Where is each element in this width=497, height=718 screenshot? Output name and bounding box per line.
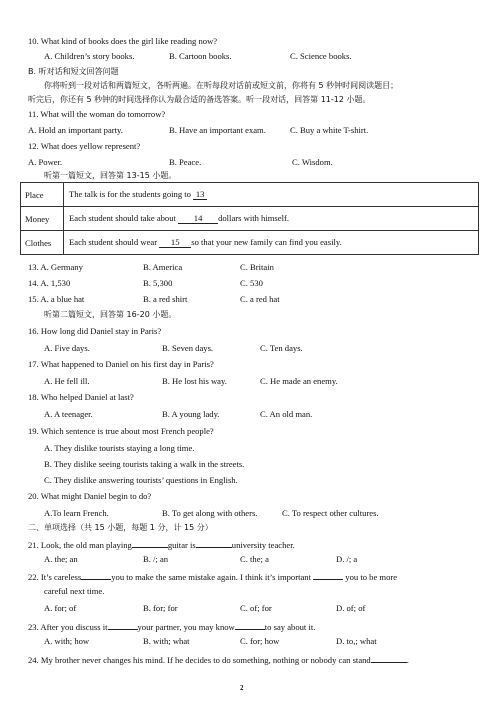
q14-option-c: C. 530: [240, 278, 263, 288]
row-text-after: so that your new family can find you easily.: [191, 237, 342, 247]
q22-option-a: A. for; of: [44, 603, 77, 613]
answer-blank-13: 13: [193, 189, 207, 200]
q21-blank-2: [196, 538, 232, 548]
q22-option-c: C. of; for: [240, 603, 272, 613]
q14-option-a: 14. A. 1,530: [28, 278, 71, 288]
q21-option-b: B. /; an: [143, 554, 169, 564]
q21-stem: [28, 538, 295, 551]
q23-blank-1: [108, 620, 138, 630]
answer-blank-14: 14: [178, 213, 218, 224]
q21-option-a: A. the; an: [44, 554, 78, 564]
section-b-title: B. 听对话和短文回答问题: [28, 67, 119, 76]
q13-option-c: C. Britain: [240, 262, 274, 272]
q21-text-1: 21. Look, the old man playing: [28, 540, 132, 550]
table-row: [21, 183, 479, 207]
q15-option-b: B. a red shirt: [143, 294, 188, 304]
info-table: [20, 182, 479, 255]
q17-stem: 17. What happened to Daniel on his first day in Paris?: [28, 359, 214, 369]
q22-blank-1: [81, 570, 111, 580]
q18-option-c: C. An old man.: [260, 409, 313, 419]
q24-text-1: 24. My brother never changes his mind. If he decides to do something, nothing or nobody can stand: [28, 655, 371, 665]
q21-option-c: C. the; a: [240, 554, 269, 564]
q18-option-a: A. A teenager.: [44, 409, 93, 419]
q23-stem: [28, 620, 315, 633]
q22-text-3: you to be more: [345, 572, 398, 582]
q23-option-d: D. to,; what: [336, 636, 377, 646]
row-head-money: Money: [21, 207, 64, 231]
section-b-instruction-1: 你将听到一段对话和两篇短文，各听两遍。在听每段对话前或短文前，你将有 5 秒钟时间阅读题目；: [44, 81, 399, 90]
q23-text-3: to say about it.: [264, 622, 316, 632]
section-2-title: 二、单项选择（共 15 小题，每题 1 分，计 15 分）: [28, 523, 213, 532]
row-text: Each student should take about: [69, 213, 179, 223]
row-head-place: Place: [21, 183, 64, 207]
q20-option-a: A.To learn French.: [44, 508, 109, 518]
q11-stem: 11. What will the woman do tomorrow?: [28, 109, 166, 119]
q16-option-a: A. Five days.: [44, 343, 90, 353]
q11-option-c: C. Buy a white T-shirt.: [290, 125, 369, 135]
q22-text-1: 22. It’s careless: [28, 572, 82, 582]
q23-option-c: C. for; how: [240, 636, 280, 646]
q24-text-2: .: [406, 655, 409, 665]
q12-option-b: B. Peace.: [169, 157, 202, 167]
q20-option-b: B. To get along with others.: [162, 508, 258, 518]
q10-option-b: B. Cartoon books.: [169, 51, 232, 61]
q12-option-c: C. Wisdom.: [292, 157, 333, 167]
row-content-clothes: [64, 231, 479, 255]
q19-option-c: C. They dislike answering tourists’ questions in English.: [44, 475, 238, 485]
q12-stem: 12. What does yellow represent?: [28, 141, 141, 151]
q18-stem: 18. Who helped Daniel at last?: [28, 392, 134, 402]
row-content-place: [64, 183, 479, 207]
q23-text-1: 23. After you discuss it: [28, 622, 108, 632]
q17-option-c: C. He made an enemy.: [260, 376, 338, 386]
row-text: The talk is for the students going to: [69, 189, 194, 199]
q24-blank: [371, 653, 407, 663]
passage-2-intro: 听第二篇短文，回答第 16-20 小题。: [44, 310, 177, 319]
q15-option-a: 15. A. a blue hat: [28, 294, 85, 304]
q22-text-4: careful next time.: [44, 586, 105, 596]
q23-blank-2: [235, 620, 265, 630]
q13-option-a: 13. A. Germany: [28, 262, 83, 272]
q18-option-b: B. A young lady.: [162, 409, 220, 419]
answer-blank-15: 15: [159, 237, 191, 248]
q14-option-b: B. 5,300: [143, 278, 173, 288]
q23-option-a: A. with; how: [44, 636, 90, 646]
q15-option-c: C. a red hat: [240, 294, 280, 304]
q11-option-a: A. Hold an important party.: [28, 125, 123, 135]
q16-option-b: B. Seven days.: [162, 343, 214, 353]
q17-option-b: B. He lost his way.: [162, 376, 227, 386]
q19-option-a: A. They dislike tourists staying a long time.: [44, 443, 195, 453]
q20-stem: 20. What might Daniel begin to do?: [28, 491, 152, 501]
q22-option-b: B. for; for: [143, 603, 178, 613]
q22-option-d: D. of; of: [336, 603, 366, 613]
passage-1-intro: 听第一篇短文，回答第 13-15 小题。: [44, 171, 177, 180]
q21-text-3: university teacher.: [231, 540, 295, 550]
q19-option-b: B. They dislike seeing tourists taking a walk in the streets.: [44, 459, 245, 469]
q16-option-c: C. Ten days.: [260, 343, 303, 353]
q23-text-2: your partner, you may know: [137, 622, 235, 632]
row-text-after: dollars with himself.: [218, 213, 289, 223]
row-content-money: [64, 207, 479, 231]
q16-stem: 16. How long did Daniel stay in Paris?: [28, 326, 162, 336]
q20-option-c: C. To respect other cultures.: [282, 508, 379, 518]
q23-option-b: B. with; what: [143, 636, 190, 646]
q12-option-a: A. Power.: [28, 157, 63, 167]
table-row: [21, 207, 479, 231]
q21-text-2: guitar is: [167, 540, 196, 550]
row-head-clothes: Clothes: [21, 231, 64, 255]
row-text: Each student should wear: [69, 237, 160, 247]
q10-stem: 10. What kind of books does the girl like reading now?: [28, 36, 218, 46]
section-b-instruction-2: 听完后，你还有 5 秒钟的时间选择你认为最合适的备选答案。听一段对话，回答第 11-12 小题。: [28, 95, 371, 104]
q10-option-a: A. Children’s story books.: [44, 51, 135, 61]
q22-text-2: you to make the same mistake again. I think it’s important: [111, 572, 311, 582]
page-number: 2: [240, 684, 244, 692]
q24-stem: [28, 653, 409, 666]
q19-stem: 19. Which sentence is true about most French people?: [28, 426, 214, 436]
q21-option-d: D. /; a: [336, 554, 358, 564]
q13-option-b: B. America: [143, 262, 183, 272]
q17-option-a: A. He fell ill.: [44, 376, 90, 386]
q10-option-c: C. Science books.: [290, 51, 352, 61]
q21-blank-1: [132, 538, 168, 548]
table-row: [21, 231, 479, 255]
q11-option-b: B. Have an important exam.: [169, 125, 266, 135]
q22-stem: [28, 570, 397, 583]
q22-blank-2: [313, 570, 343, 580]
